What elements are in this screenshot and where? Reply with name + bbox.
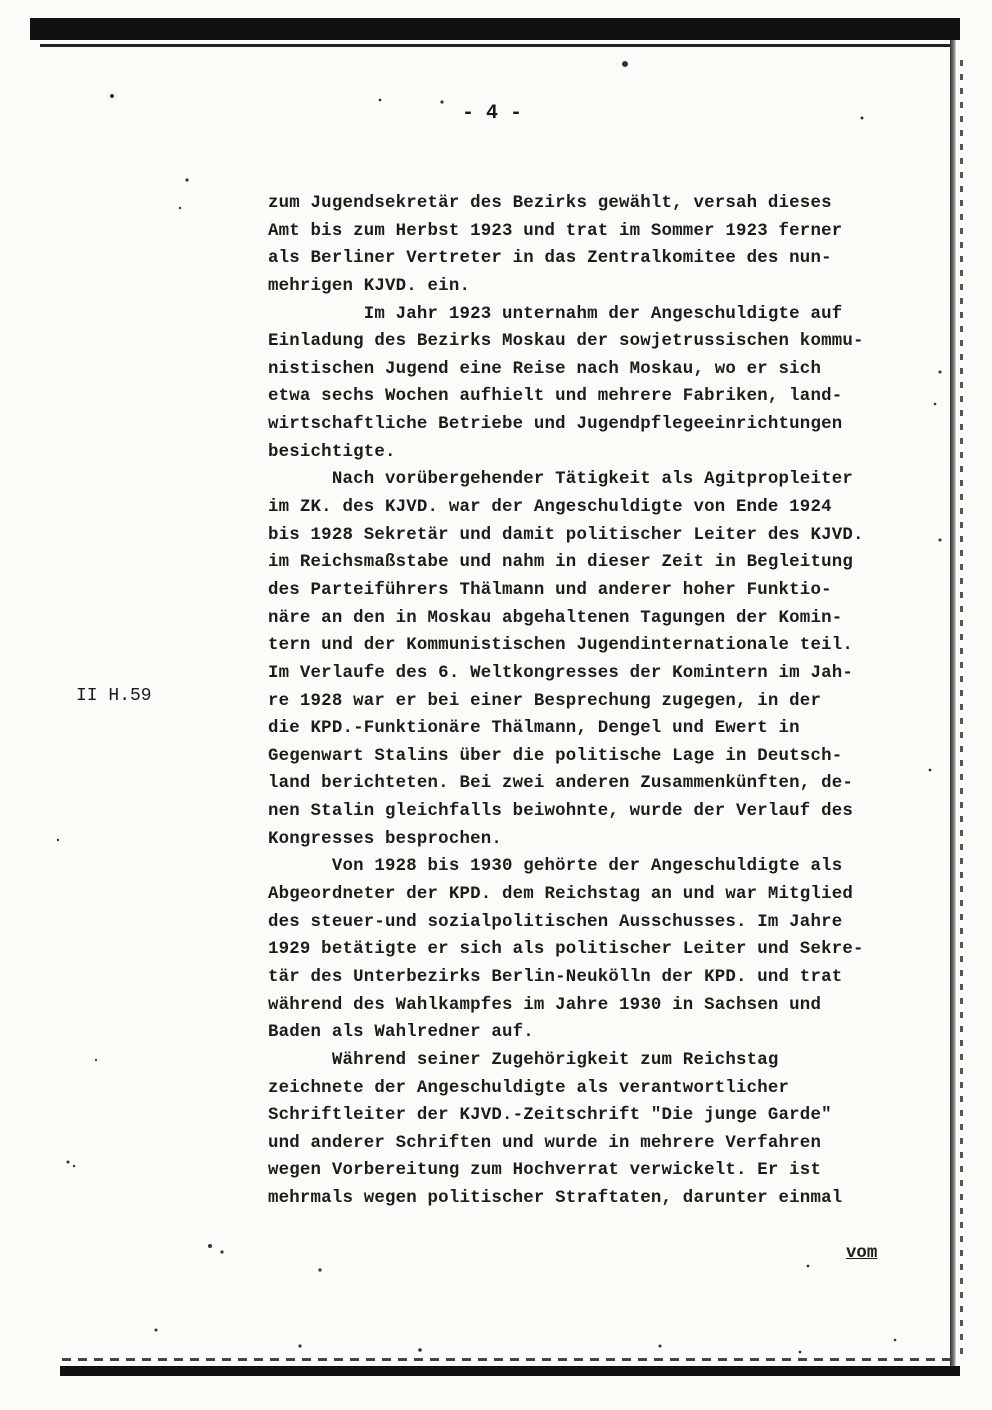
text-line: Schriftleiter der KJVD.-Zeitschrift "Die junge Garde" — [268, 1106, 832, 1126]
text-line: Amt bis zum Herbst 1923 und trat im Sommer 1923 ferner — [268, 221, 843, 241]
text-line: Baden als Wahlredner auf. — [268, 1023, 534, 1043]
text-line: und anderer Schriften und wurde in mehrere Verfahren — [268, 1133, 822, 1153]
typewritten-body — [268, 190, 928, 1213]
text-line: wirtschaftliche Betriebe und Jugendpflegeeinrichtungen — [268, 415, 843, 435]
text-line: nen Stalin gleichfalls beiwohnte, wurde der Verlauf des — [268, 802, 853, 822]
text-line: Während seiner Zugehörigkeit zum Reichstag — [268, 1050, 779, 1070]
text-line: als Berliner Vertreter in das Zentralkomitee des nun- — [268, 249, 832, 269]
text-line: während des Wahlkampfes im Jahre 1930 in Sachsen und — [268, 995, 822, 1015]
margin-reference-note: II H.59 — [76, 686, 152, 706]
text-line: mehrmals wegen politischer Straftaten, darunter einmal — [268, 1189, 843, 1209]
text-line: im ZK. des KJVD. war der Angeschuldigte von Ende 1924 — [268, 498, 832, 518]
text-line: des steuer-und sozialpolitischen Ausschusses. Im Jahre — [268, 912, 843, 932]
text-line: 1929 betätigte er sich als politischer Leiter und Sekre- — [268, 940, 864, 960]
catchword: vom — [846, 1244, 878, 1263]
text-line: etwa sechs Wochen aufhielt und mehrere Fabriken, land- — [268, 387, 843, 407]
text-line: mehrigen KJVD. ein. — [268, 276, 471, 296]
text-line: tär des Unterbezirks Berlin-Neukölln der KPD. und trat — [268, 967, 843, 987]
text-line: bis 1928 Sekretär und damit politischer Leiter des KJVD. — [268, 525, 864, 545]
text-line: zeichnete der Angeschuldigte als verantwortlicher — [268, 1078, 790, 1098]
text-line: Im Jahr 1923 unternahm der Angeschuldigte auf — [268, 304, 843, 324]
text-line: des Parteiführers Thälmann und anderer hoher Funktio- — [268, 580, 832, 600]
text-line: Kongresses besprochen. — [268, 829, 502, 849]
text-line: tern und der Kommunistischen Jugendinternationale teil. — [268, 636, 853, 656]
text-line: re 1928 war er bei einer Besprechung zugegen, in der — [268, 691, 822, 711]
text-line: die KPD.-Funktionäre Thälmann, Dengel und Ewert in — [268, 719, 800, 739]
text-line: näre an den in Moskau abgehaltenen Tagungen der Komin- — [268, 608, 843, 628]
text-line: land berichteten. Bei zwei anderen Zusammenkünften, de- — [268, 774, 853, 794]
text-line: Nach vorübergehender Tätigkeit als Agitpropleiter — [268, 470, 853, 490]
text-line: Gegenwart Stalins über die politische Lage in Deutsch- — [268, 746, 843, 766]
text-line: Einladung des Bezirks Moskau der sowjetrussischen kommu- — [268, 332, 864, 352]
text-line: nistischen Jugend eine Reise nach Moskau, wo er sich — [268, 359, 822, 379]
text-line: wegen Vorbereitung zum Hochverrat verwickelt. Er ist — [268, 1161, 822, 1181]
text-line: im Reichsmaßstabe und nahm in dieser Zeit in Begleitung — [268, 553, 853, 573]
text-line: Im Verlaufe des 6. Weltkongresses der Komintern im Jah- — [268, 663, 853, 683]
text-line: zum Jugendsekretär des Bezirks gewählt, versah dieses — [268, 194, 832, 213]
text-line: besichtigte. — [268, 442, 396, 462]
text-line: Abgeordneter der KPD. dem Reichstag an und war Mitglied — [268, 885, 853, 905]
text-line: Von 1928 bis 1930 gehörte der Angeschuldigte als — [268, 857, 843, 877]
page-number: - 4 - — [462, 102, 523, 125]
